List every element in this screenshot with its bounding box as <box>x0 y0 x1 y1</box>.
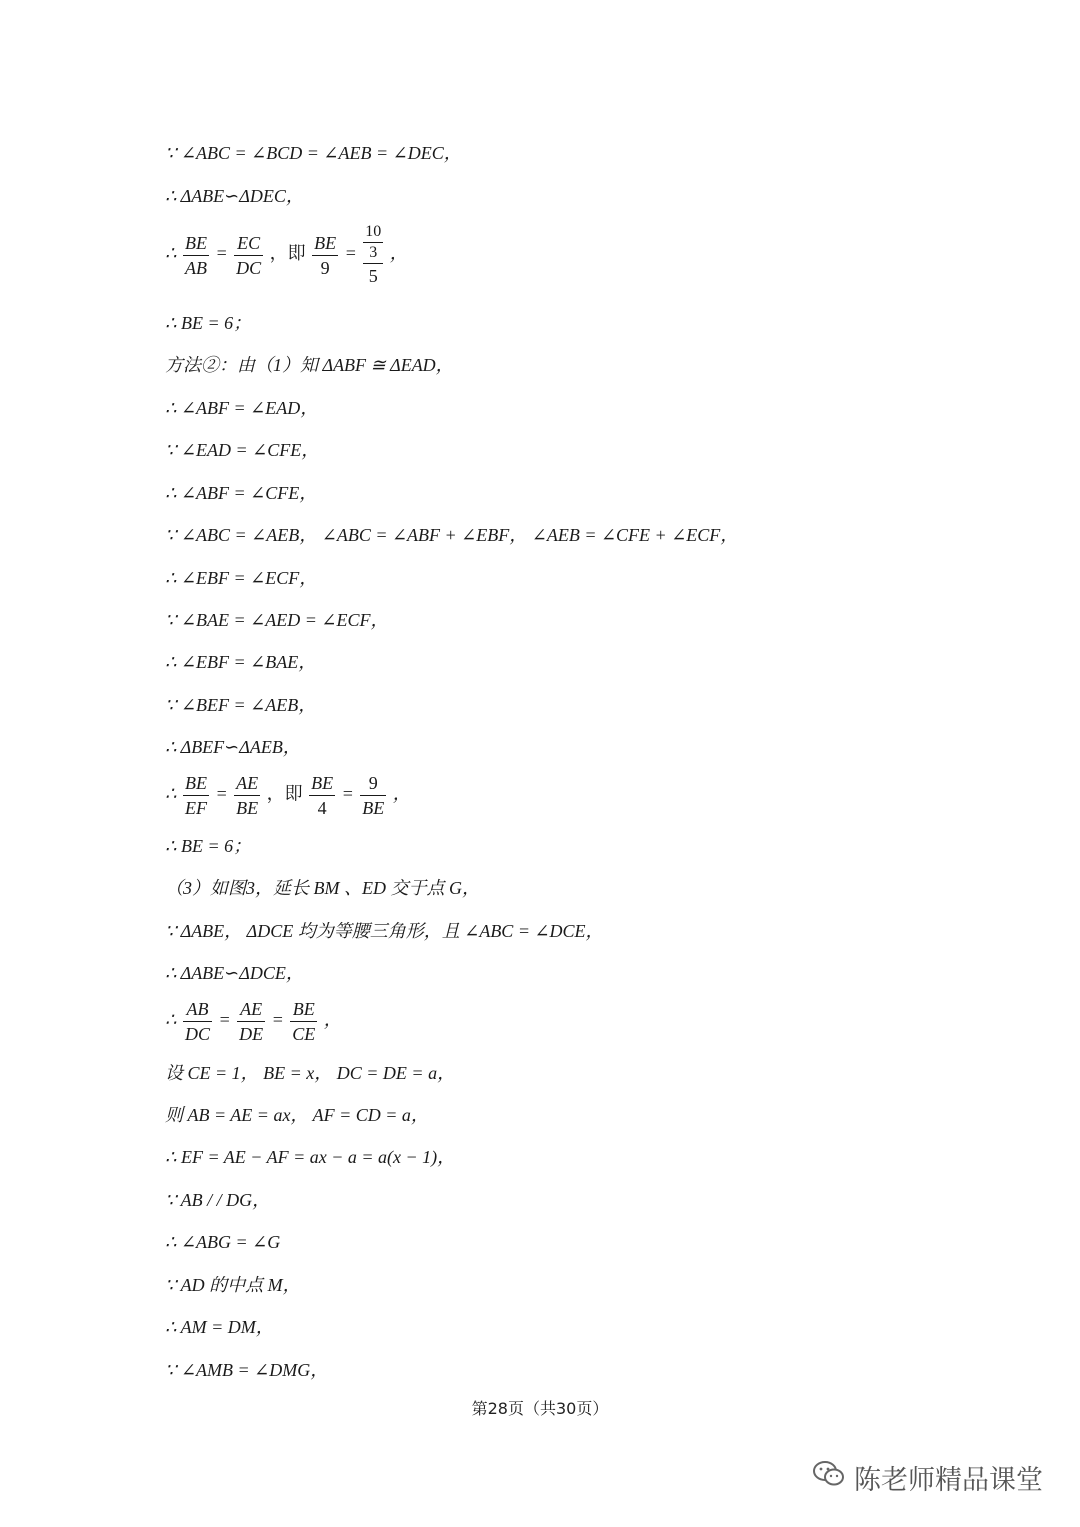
line-14: ∴ BE = 6； <box>165 836 252 856</box>
line-1: ∵ ∠ABC = ∠BCD = ∠AEB = ∠DEC， <box>165 143 462 163</box>
line-4: 方法②：由（1）知 ΔABF ≅ ΔEAD， <box>165 355 454 375</box>
eq2-mid: ，即 <box>266 783 303 804</box>
eq1-suffix: ， <box>389 243 408 264</box>
line-13: ∴ ΔBEF∽ΔAEB， <box>165 737 301 757</box>
line-9: ∴ ∠EBF = ∠ECF， <box>165 568 318 588</box>
eq2-frac-2 <box>234 771 260 820</box>
eq3-frac-3 <box>290 997 317 1046</box>
eq2-frac-1 <box>183 771 209 820</box>
eq2-prefix: ∴ <box>165 783 177 804</box>
line-10: ∵ ∠BAE = ∠AED = ∠ECF， <box>165 610 389 630</box>
eq2-f2-num: AE <box>234 771 260 796</box>
eq1-equals: = <box>215 243 228 264</box>
line-21: ∵ AB / / DG， <box>165 1190 271 1210</box>
eq1-frac-1 <box>183 231 209 280</box>
line-19: 则 AB = AE = ax， AF = CD = a， <box>165 1105 429 1125</box>
eq2-equals-2: = <box>341 783 354 804</box>
eq2-f1-den: EF <box>184 798 207 818</box>
line-5: ∴ ∠ABF = ∠EAD， <box>165 398 319 418</box>
eq1-f2-den: DC <box>236 257 262 278</box>
equation-1 <box>165 222 408 288</box>
wechat-icon <box>812 1459 854 1496</box>
line-12: ∵ ∠BEF = ∠AEB， <box>165 695 317 715</box>
page-footer: 第28页（共30页） <box>471 1399 609 1418</box>
line-2: ∴ ΔABE∽ΔDEC， <box>165 186 304 206</box>
eq2-frac-3 <box>309 771 335 820</box>
eq2-f3-den: 4 <box>317 798 327 818</box>
line-15: （3）如图3，延长 BM 、ED 交于点 G， <box>165 878 480 898</box>
eq3-prefix: ∴ <box>165 1009 177 1030</box>
eq2-f4-den: BE <box>362 798 385 818</box>
line-17: ∴ ΔABE∽ΔDCE， <box>165 963 304 983</box>
line-24: ∴ AM = DM， <box>165 1317 274 1337</box>
eq1-f2-num: EC <box>234 231 263 256</box>
line-8: ∵ ∠ABC = ∠AEB， ∠ABC = ∠ABF + ∠EBF， ∠AEB = ∠CFE + ∠ECF， <box>165 525 739 545</box>
eq2-f1-num: BE <box>183 771 209 796</box>
eq3-f2-num: AE <box>237 997 265 1022</box>
eq3-f3-den: CE <box>292 1024 316 1044</box>
eq2-suffix: ， <box>392 783 411 804</box>
eq1-mid: ，即 <box>269 243 306 264</box>
eq1-complex-den: 5 <box>363 263 383 288</box>
line-6: ∵ ∠EAD = ∠CFE， <box>165 440 320 460</box>
eq3-frac-2 <box>237 997 265 1046</box>
line-3: ∴ BE = 6； <box>165 313 252 333</box>
eq3-f2-den: DE <box>239 1024 264 1044</box>
eq2-frac-4 <box>360 771 386 820</box>
line-16: ∵ ΔABE， ΔDCE 均为等腰三角形，且 ∠ABC = ∠DCE， <box>165 921 604 941</box>
equation-2 <box>165 771 411 820</box>
eq3-suffix: ， <box>323 1009 342 1030</box>
eq3-f1-den: DC <box>184 1024 210 1044</box>
watermark <box>812 1458 1043 1497</box>
line-23: ∵ AD 的中点 M， <box>165 1275 301 1295</box>
eq2-f3-num: BE <box>309 771 335 796</box>
eq1-complex-num <box>363 222 383 263</box>
eq1-frac-2 <box>234 231 263 280</box>
eq3-f1-num: AB <box>183 997 212 1022</box>
eq1-equals-2: = <box>344 243 357 264</box>
eq2-f4-num: 9 <box>360 771 386 796</box>
line-18: 设 CE = 1， BE = x， DC = DE = a， <box>165 1063 456 1083</box>
eq1-frac-3 <box>312 231 338 280</box>
eq1-inner-num: 10 <box>363 222 383 243</box>
equation-3 <box>165 997 342 1046</box>
eq1-f1-num: BE <box>183 231 209 256</box>
eq3-equals-2: = <box>271 1009 284 1030</box>
eq1-inner-frac <box>363 222 383 263</box>
line-22: ∴ ∠ABG = ∠G <box>165 1232 281 1252</box>
line-11: ∴ ∠EBF = ∠BAE， <box>165 652 317 672</box>
eq1-f1-den: AB <box>184 257 207 278</box>
watermark-text: 陈老师精品课堂 <box>854 1465 1043 1496</box>
line-25: ∵ ∠AMB = ∠DMG， <box>165 1360 329 1380</box>
eq3-frac-1 <box>183 997 212 1046</box>
eq1-f3-den: 9 <box>320 257 330 278</box>
line-20: ∴ EF = AE − AF = ax − a = a(x − 1)， <box>165 1147 456 1167</box>
eq1-f3-num: BE <box>312 231 338 256</box>
eq1-complex-frac <box>363 222 383 288</box>
eq1-prefix: ∴ <box>165 243 177 264</box>
eq2-equals: = <box>215 783 228 804</box>
line-7: ∴ ∠ABF = ∠CFE， <box>165 483 318 503</box>
eq2-f2-den: BE <box>236 798 259 818</box>
eq1-inner-den: 3 <box>369 244 378 261</box>
eq3-equals-1: = <box>218 1009 231 1030</box>
eq3-f3-num: BE <box>290 997 317 1022</box>
